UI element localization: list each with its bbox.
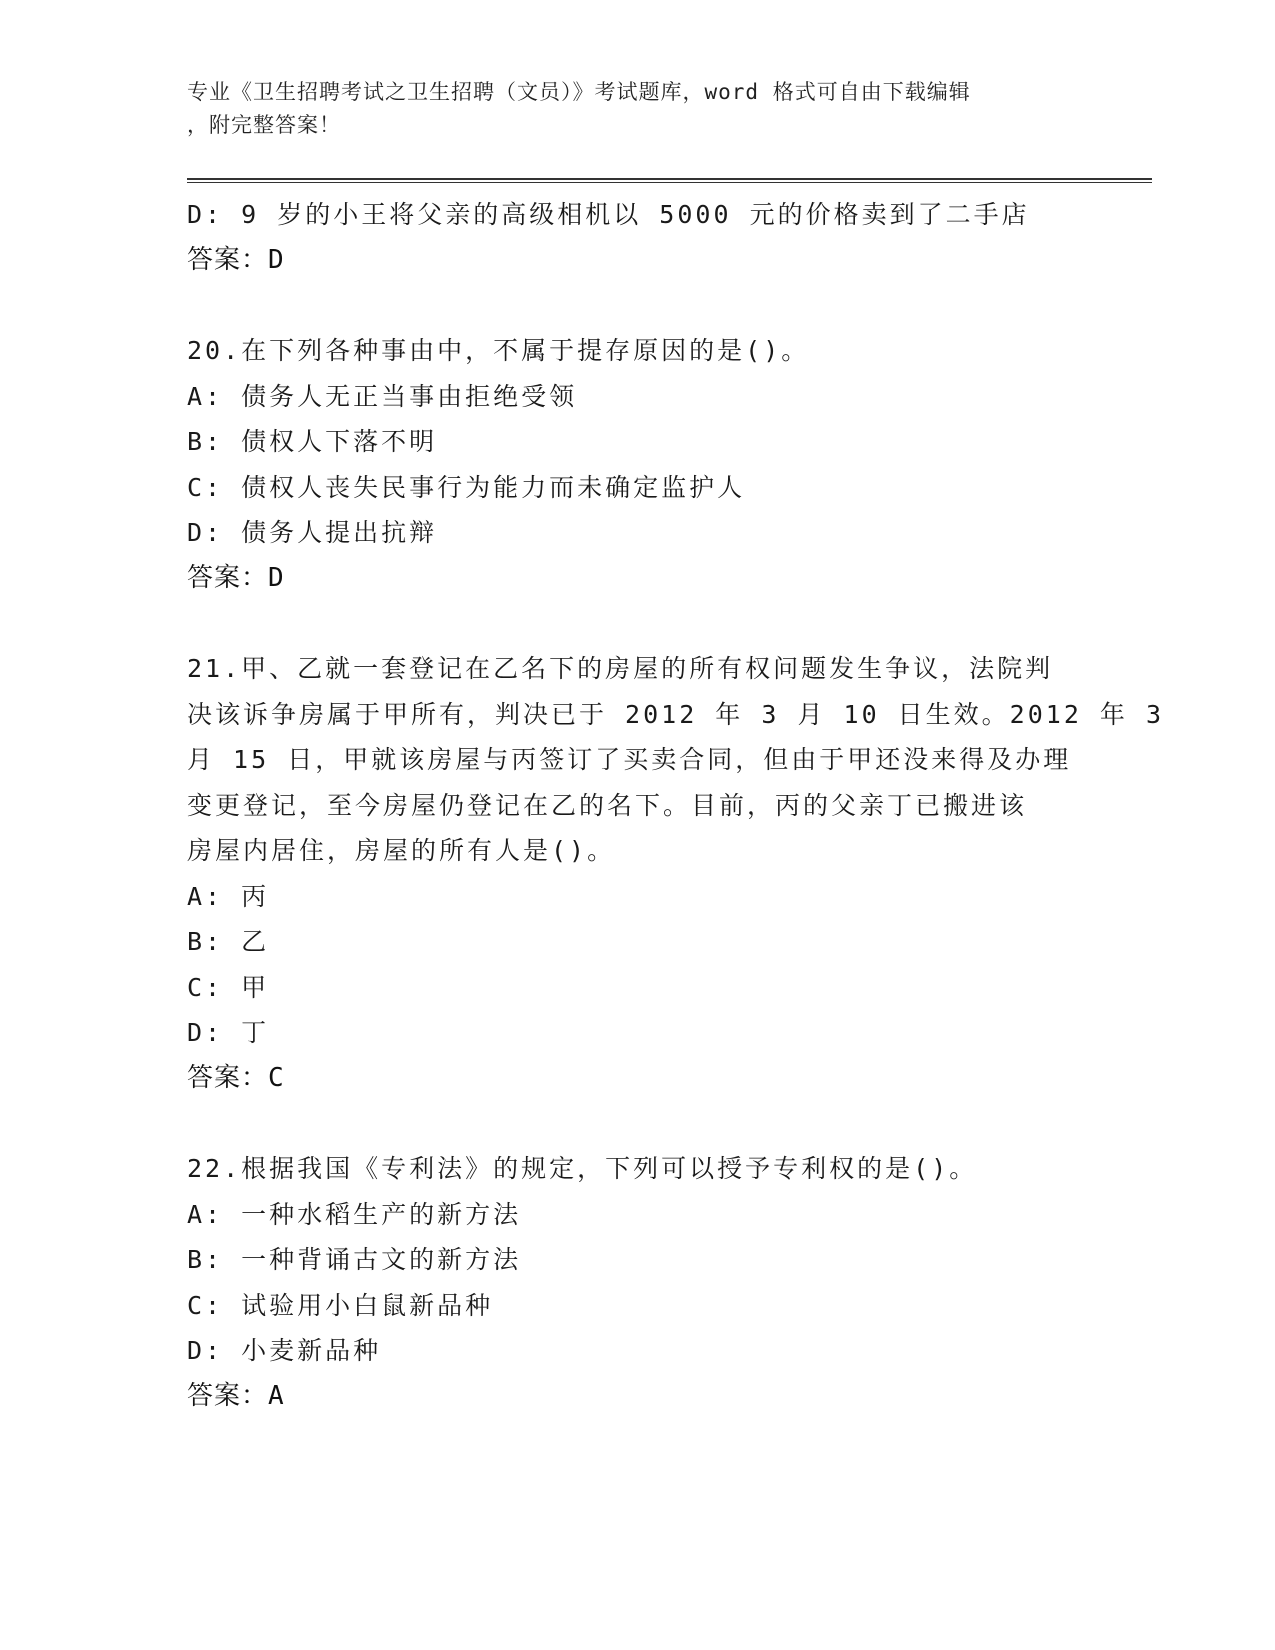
answer-line — [187, 556, 1087, 602]
spacer — [187, 283, 1087, 328]
option-b: B: 乙 — [187, 927, 270, 956]
stem-line: 22.根据我国《专利法》的规定，下列可以授予专利权的是()。 — [187, 1154, 978, 1183]
option-c: C: 债权人丧失民事行为能力而未确定监护人 — [187, 472, 746, 502]
header-subtitle-line: ，附完整答案！ — [187, 113, 341, 137]
answer-line — [187, 238, 1087, 284]
option-c: C: 试验用小白鼠新品种 — [187, 1290, 494, 1320]
spacer — [187, 1101, 1087, 1146]
option-d: D: 9 岁的小王将父亲的高级相机以 5000 元的价格卖到了二手店 — [187, 200, 1030, 229]
answer-line — [187, 1056, 1087, 1102]
option-d: D: 债务人提出抗辩 — [187, 518, 438, 547]
answer-value: D — [268, 562, 285, 593]
option-a: A: 一种水稻生产的新方法 — [187, 1199, 522, 1229]
answer-label: 答案： — [187, 1380, 269, 1411]
stem-line: 决该诉争房属于甲所有，判决已于 2012 年 3 月 10 日生效。2012 年 3 — [187, 699, 1165, 729]
question-22 — [187, 1146, 1087, 1419]
answer-label: 答案： — [187, 244, 269, 275]
option-b: B: 债权人下落不明 — [187, 427, 438, 456]
answer-value: C — [268, 1062, 285, 1093]
header-divider — [187, 178, 1152, 183]
stem-line: 房屋内居住，房屋的所有人是()。 — [187, 836, 616, 865]
answer-label: 答案： — [187, 1062, 269, 1093]
option-d: D: 小麦新品种 — [187, 1336, 382, 1365]
question-20 — [187, 328, 1087, 601]
answer-value: D — [268, 244, 285, 275]
option-c: C: 甲 — [187, 972, 270, 1002]
option-d: D: 丁 — [187, 1018, 270, 1047]
spacer — [187, 601, 1087, 646]
stem-line: 月 15 日，甲就该房屋与丙签订了买卖合同，但由于甲还没来得及办理 — [187, 745, 1072, 774]
question-stem — [187, 646, 1165, 874]
answer-value: A — [268, 1380, 285, 1411]
stem-line: 21.甲、乙就一套登记在乙名下的房屋的所有权问题发生争议，法院判 — [187, 654, 1054, 683]
stem-line: 20.在下列各种事由中，不属于提存原因的是()。 — [187, 336, 810, 365]
question-stem — [187, 328, 1087, 374]
option-b: B: 一种背诵古文的新方法 — [187, 1245, 522, 1274]
stem-line: 变更登记，至今房屋仍登记在乙的名下。目前，丙的父亲丁已搬进该 — [187, 790, 1028, 820]
header-title-line: 专业《卫生招聘考试之卫生招聘（文员）》考试题库，word 格式可自由下载编辑 — [187, 80, 971, 104]
answer-line — [187, 1374, 1087, 1420]
question-stem — [187, 1146, 1087, 1192]
page-header — [187, 76, 1067, 142]
option-a: A: 丙 — [187, 881, 270, 911]
option-a: A: 债务人无正当事由拒绝受领 — [187, 381, 578, 411]
answer-label: 答案： — [187, 562, 269, 593]
question-list — [187, 192, 1165, 1419]
question-21 — [187, 646, 1165, 1101]
